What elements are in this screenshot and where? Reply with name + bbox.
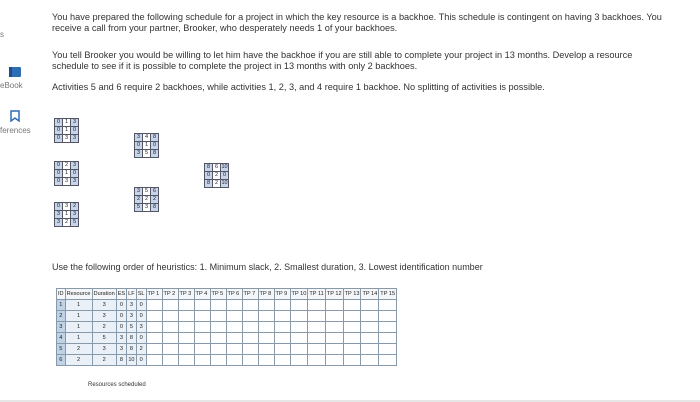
time-period-input-cell[interactable] — [178, 355, 194, 366]
schedule-cell: 1 — [57, 300, 66, 311]
time-period-input-cell[interactable] — [194, 311, 210, 322]
time-period-input-cell[interactable] — [379, 355, 397, 366]
schedule-cell: 3 — [116, 333, 126, 344]
node-cell: 5 — [71, 219, 79, 227]
schedule-header-cell: TP 4 — [194, 289, 210, 300]
node-cell: 3 — [135, 150, 143, 158]
time-period-input-cell[interactable] — [226, 322, 242, 333]
schedule-cell: 5 — [127, 322, 137, 333]
node-cell: 1 — [63, 170, 71, 178]
time-period-input-cell[interactable] — [162, 311, 178, 322]
resource-schedule-table — [56, 288, 397, 366]
time-period-input-cell[interactable] — [146, 333, 162, 344]
time-period-input-cell[interactable] — [361, 311, 379, 322]
node-cell: 3 — [63, 203, 71, 211]
time-period-input-cell[interactable] — [162, 344, 178, 355]
schedule-row — [57, 344, 397, 355]
time-period-input-cell[interactable] — [325, 300, 343, 311]
time-period-input-cell[interactable] — [242, 344, 258, 355]
node-cell: 3 — [143, 204, 151, 212]
time-period-input-cell[interactable] — [226, 344, 242, 355]
network-node — [134, 187, 159, 212]
network-node — [54, 202, 79, 227]
schedule-cell: 3 — [136, 322, 146, 333]
time-period-input-cell[interactable] — [162, 355, 178, 366]
schedule-cell: 0 — [116, 311, 126, 322]
schedule-cell: 5 — [57, 344, 66, 355]
node-cell: 3 — [71, 119, 79, 127]
node-cell: 8 — [151, 150, 159, 158]
time-period-input-cell[interactable] — [146, 355, 162, 366]
node-cell: 3 — [63, 178, 71, 186]
node-cell: 8 — [151, 204, 159, 212]
sidebar-fragment-top: s — [0, 30, 4, 39]
schedule-header-cell: TP 3 — [178, 289, 194, 300]
schedule-cell: 4 — [57, 333, 66, 344]
node-cell: 0 — [55, 119, 63, 127]
time-period-input-cell[interactable] — [379, 311, 397, 322]
node-cell: 10 — [221, 164, 228, 170]
time-period-input-cell[interactable] — [379, 300, 397, 311]
time-period-input-cell[interactable] — [146, 344, 162, 355]
schedule-cell: 3 — [127, 311, 137, 322]
schedule-cell: 1 — [65, 300, 92, 311]
schedule-header-cell: SL — [136, 289, 146, 300]
time-period-input-cell[interactable] — [258, 311, 274, 322]
schedule-header-cell: TP 12 — [325, 289, 343, 300]
time-period-input-cell[interactable] — [325, 355, 343, 366]
schedule-header-cell: TP 2 — [162, 289, 178, 300]
node-cell: 0 — [71, 170, 79, 178]
time-period-input-cell[interactable] — [361, 355, 379, 366]
network-node — [204, 163, 229, 188]
schedule-header-cell: TP 10 — [290, 289, 308, 300]
node-cell: 3 — [55, 219, 63, 227]
time-period-input-cell[interactable] — [226, 311, 242, 322]
node-cell: 1 — [63, 127, 71, 135]
schedule-cell: 2 — [136, 344, 146, 355]
time-period-input-cell[interactable] — [178, 300, 194, 311]
time-period-input-cell[interactable] — [146, 322, 162, 333]
schedule-cell: 0 — [136, 355, 146, 366]
time-period-input-cell[interactable] — [226, 300, 242, 311]
schedule-header-cell: TP 5 — [210, 289, 226, 300]
node-cell: 2 — [143, 196, 151, 204]
schedule-header-cell: ID — [57, 289, 66, 300]
time-period-input-cell[interactable] — [325, 344, 343, 355]
time-period-input-cell[interactable] — [274, 355, 290, 366]
schedule-row — [57, 333, 397, 344]
schedule-header-cell: TP 13 — [343, 289, 361, 300]
schedule-header-cell: ES — [116, 289, 126, 300]
node-cell: 3 — [71, 162, 79, 170]
time-period-input-cell[interactable] — [343, 300, 361, 311]
time-period-input-cell[interactable] — [343, 344, 361, 355]
time-period-input-cell[interactable] — [242, 311, 258, 322]
ebook-icon[interactable] — [8, 66, 22, 78]
schedule-cell: 3 — [116, 344, 126, 355]
network-node — [54, 161, 79, 186]
time-period-input-cell[interactable] — [274, 333, 290, 344]
node-cell: 8 — [205, 180, 213, 188]
schedule-cell: 10 — [127, 355, 137, 366]
time-period-input-cell[interactable] — [361, 333, 379, 344]
time-period-input-cell[interactable] — [210, 311, 226, 322]
time-period-input-cell[interactable] — [290, 322, 308, 333]
schedule-cell: 0 — [136, 300, 146, 311]
schedule-cell: 2 — [92, 355, 116, 366]
time-period-input-cell[interactable] — [194, 300, 210, 311]
node-cell: 8 — [205, 164, 213, 172]
node-cell: 10 — [221, 180, 228, 186]
schedule-cell: 8 — [116, 355, 126, 366]
time-period-input-cell[interactable] — [274, 300, 290, 311]
network-node — [134, 133, 159, 158]
time-period-input-cell[interactable] — [290, 344, 308, 355]
schedule-row — [57, 300, 397, 311]
node-cell: 2 — [63, 219, 71, 227]
schedule-cell: 0 — [116, 300, 126, 311]
node-cell: 1 — [63, 211, 71, 219]
schedule-header-cell: TP 14 — [361, 289, 379, 300]
problem-paragraph-1: You have prepared the following schedule for a project in which the key resource is a backhoe. This schedule is contingent on having 3 backhoes. You receive a call from your partner, Brooker, who desperately needs 1 of your backhoes. — [52, 12, 662, 33]
node-cell: 0 — [71, 127, 79, 135]
time-period-input-cell[interactable] — [308, 344, 325, 355]
schedule-cell: 5 — [92, 333, 116, 344]
node-cell: 2 — [135, 196, 143, 204]
time-period-input-cell[interactable] — [258, 344, 274, 355]
node-cell: 5 — [143, 150, 151, 158]
schedule-cell: 2 — [65, 344, 92, 355]
time-period-input-cell[interactable] — [242, 322, 258, 333]
time-period-input-cell[interactable] — [308, 333, 325, 344]
node-cell: 3 — [55, 211, 63, 219]
node-cell: 2 — [151, 196, 159, 204]
time-period-input-cell[interactable] — [146, 300, 162, 311]
references-icon[interactable] — [8, 110, 22, 122]
schedule-header-cell: Resource — [65, 289, 92, 300]
schedule-cell: 3 — [92, 311, 116, 322]
time-period-input-cell[interactable] — [361, 322, 379, 333]
node-cell: 0 — [151, 142, 159, 150]
node-cell: 0 — [55, 178, 63, 186]
time-period-input-cell[interactable] — [178, 344, 194, 355]
schedule-cell: 8 — [127, 333, 137, 344]
node-cell: 0 — [55, 203, 63, 211]
time-period-input-cell[interactable] — [379, 333, 397, 344]
time-period-input-cell[interactable] — [146, 311, 162, 322]
time-period-input-cell[interactable] — [210, 322, 226, 333]
node-cell: 5 — [135, 204, 143, 212]
schedule-cell: 2 — [57, 311, 66, 322]
node-cell: 3 — [135, 188, 143, 196]
time-period-input-cell[interactable] — [226, 355, 242, 366]
time-period-input-cell[interactable] — [343, 355, 361, 366]
node-cell: 3 — [71, 211, 79, 219]
time-period-input-cell[interactable] — [162, 300, 178, 311]
problem-paragraph-2: You tell Brooker you would be willing to let him have the backhoe if you are still able to complete your project in 13 months. Develop a resource schedule to see if it is possible to complete the project in 13 months with only 2 backhoes. — [52, 50, 633, 71]
time-period-input-cell[interactable] — [210, 333, 226, 344]
time-period-input-cell[interactable] — [290, 333, 308, 344]
node-cell: 6 — [151, 188, 159, 196]
time-period-input-cell[interactable] — [178, 311, 194, 322]
time-period-input-cell[interactable] — [361, 344, 379, 355]
time-period-input-cell[interactable] — [274, 322, 290, 333]
schedule-cell: 0 — [136, 311, 146, 322]
schedule-cell: 8 — [127, 344, 137, 355]
time-period-input-cell[interactable] — [226, 333, 242, 344]
schedule-row — [57, 322, 397, 333]
node-cell: 0 — [55, 170, 63, 178]
time-period-input-cell[interactable] — [343, 322, 361, 333]
schedule-header-cell: TP 11 — [308, 289, 325, 300]
resources-scheduled-label: Resources scheduled — [88, 382, 146, 388]
schedule-row — [57, 311, 397, 322]
sidebar-ebook-label[interactable]: eBook — [0, 81, 23, 90]
time-period-input-cell[interactable] — [290, 300, 308, 311]
node-cell: 3 — [135, 134, 143, 142]
schedule-cell: 2 — [92, 322, 116, 333]
node-cell: 2 — [63, 162, 71, 170]
time-period-input-cell[interactable] — [258, 333, 274, 344]
node-cell: 0 — [55, 127, 63, 135]
schedule-cell: 0 — [116, 322, 126, 333]
node-cell: 2 — [213, 180, 221, 188]
schedule-header-cell: TP 6 — [226, 289, 242, 300]
node-cell: 0 — [221, 172, 229, 180]
node-cell: 3 — [71, 135, 79, 143]
left-sidebar — [0, 0, 40, 402]
schedule-cell: 1 — [65, 311, 92, 322]
node-cell: 2 — [213, 172, 221, 180]
time-period-input-cell[interactable] — [210, 300, 226, 311]
schedule-cell: 2 — [65, 355, 92, 366]
time-period-input-cell[interactable] — [308, 322, 325, 333]
time-period-input-cell[interactable] — [242, 300, 258, 311]
time-period-input-cell[interactable] — [308, 355, 325, 366]
problem-paragraph-3: Activities 5 and 6 require 2 backhoes, while activities 1, 2, 3, and 4 require 1 backhoe. No splitting of activities is possible. — [52, 82, 545, 92]
schedule-header-row — [57, 289, 397, 300]
node-cell: 5 — [143, 188, 151, 196]
time-period-input-cell[interactable] — [194, 333, 210, 344]
node-cell: 0 — [205, 172, 213, 180]
schedule-row — [57, 355, 397, 366]
schedule-header-cell: TP 7 — [242, 289, 258, 300]
time-period-input-cell[interactable] — [162, 322, 178, 333]
time-period-input-cell[interactable] — [194, 322, 210, 333]
node-cell: 2 — [71, 203, 79, 211]
schedule-header-cell: TP 1 — [146, 289, 162, 300]
schedule-cell: 1 — [65, 322, 92, 333]
node-cell: 1 — [63, 119, 71, 127]
time-period-input-cell[interactable] — [343, 333, 361, 344]
schedule-cell: 6 — [57, 355, 66, 366]
time-period-input-cell[interactable] — [178, 322, 194, 333]
time-period-input-cell[interactable] — [325, 311, 343, 322]
schedule-header-cell: LF — [127, 289, 137, 300]
schedule-header-cell: Duration — [92, 289, 116, 300]
time-period-input-cell[interactable] — [325, 333, 343, 344]
node-cell: 0 — [55, 162, 63, 170]
node-cell: 0 — [135, 142, 143, 150]
schedule-cell: 3 — [57, 322, 66, 333]
time-period-input-cell[interactable] — [210, 344, 226, 355]
node-cell: 1 — [143, 142, 151, 150]
time-period-input-cell[interactable] — [242, 333, 258, 344]
time-period-input-cell[interactable] — [379, 322, 397, 333]
time-period-input-cell[interactable] — [258, 355, 274, 366]
schedule-cell: 0 — [136, 333, 146, 344]
schedule-cell: 3 — [127, 300, 137, 311]
time-period-input-cell[interactable] — [290, 355, 308, 366]
time-period-input-cell[interactable] — [242, 355, 258, 366]
node-cell: 3 — [63, 135, 71, 143]
time-period-input-cell[interactable] — [274, 344, 290, 355]
time-period-input-cell[interactable] — [325, 322, 343, 333]
node-cell: 8 — [151, 134, 159, 142]
sidebar-references-label[interactable]: ferences — [0, 126, 31, 135]
time-period-input-cell[interactable] — [343, 311, 361, 322]
time-period-input-cell[interactable] — [361, 300, 379, 311]
schedule-cell: 3 — [92, 300, 116, 311]
time-period-input-cell[interactable] — [162, 333, 178, 344]
heuristics-instruction: Use the following order of heuristics: 1. Minimum slack, 2. Smallest duration, 3. Lowest identification number — [52, 262, 483, 272]
time-period-input-cell[interactable] — [308, 311, 325, 322]
time-period-input-cell[interactable] — [274, 311, 290, 322]
time-period-input-cell[interactable] — [194, 344, 210, 355]
node-cell: 3 — [71, 178, 79, 186]
schedule-header-cell: TP 9 — [274, 289, 290, 300]
schedule-cell: 1 — [65, 333, 92, 344]
time-period-input-cell[interactable] — [194, 355, 210, 366]
time-period-input-cell[interactable] — [178, 333, 194, 344]
schedule-header-cell: TP 8 — [258, 289, 274, 300]
network-node — [54, 118, 79, 143]
time-period-input-cell[interactable] — [258, 322, 274, 333]
time-period-input-cell[interactable] — [258, 300, 274, 311]
node-cell: 4 — [143, 134, 151, 142]
time-period-input-cell[interactable] — [290, 311, 308, 322]
schedule-cell: 3 — [92, 344, 116, 355]
time-period-input-cell[interactable] — [379, 344, 397, 355]
node-cell: 0 — [55, 135, 63, 143]
time-period-input-cell[interactable] — [308, 300, 325, 311]
schedule-header-cell: TP 15 — [379, 289, 397, 300]
node-cell: 6 — [213, 164, 221, 172]
time-period-input-cell[interactable] — [210, 355, 226, 366]
